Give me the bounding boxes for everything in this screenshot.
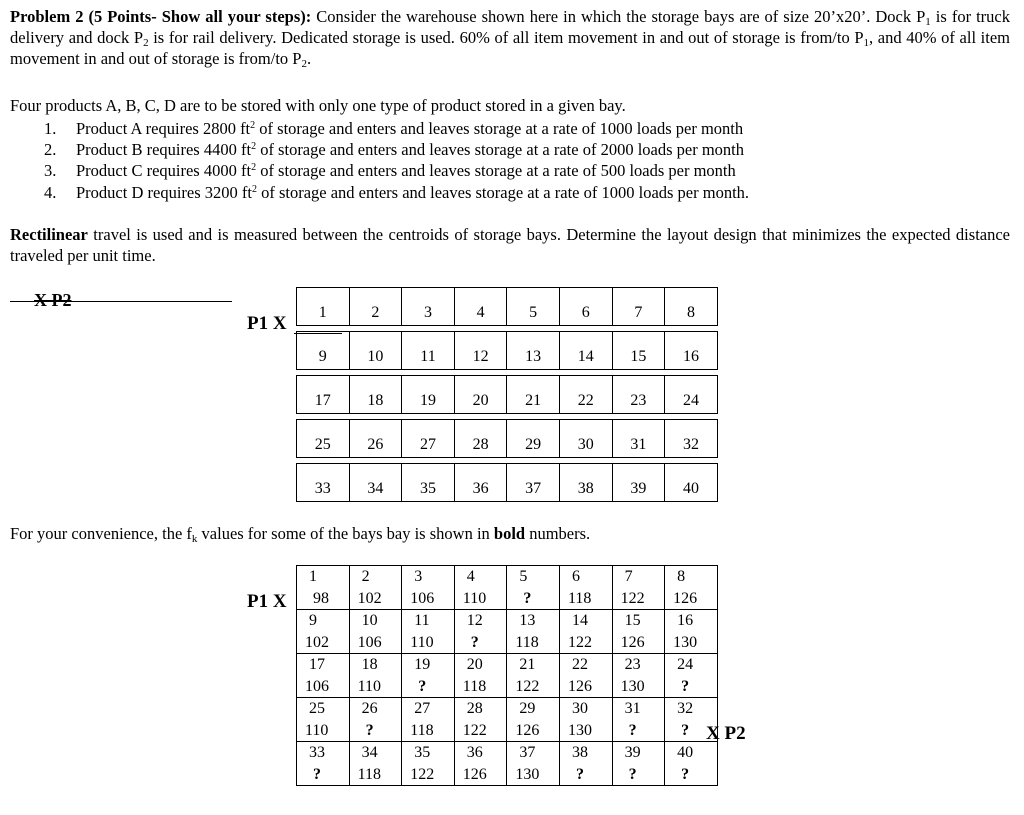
fk-value: 126 bbox=[462, 765, 487, 783]
bay-number: 37 bbox=[519, 744, 536, 761]
bay-cell: 8 bbox=[665, 288, 718, 326]
fk-cell bbox=[612, 566, 665, 610]
fk-value: 126 bbox=[567, 677, 592, 695]
fk-value: 110 bbox=[410, 633, 434, 651]
fk-cell bbox=[297, 742, 350, 786]
bay-number: 15 bbox=[624, 612, 641, 629]
fk-value: 106 bbox=[305, 677, 329, 695]
fk-cell bbox=[454, 698, 507, 742]
fk-value: 118 bbox=[357, 765, 381, 783]
bay-cell: 6 bbox=[559, 288, 612, 326]
fk-cell bbox=[402, 742, 455, 786]
bay-cell: 10 bbox=[349, 332, 402, 370]
product-list bbox=[44, 118, 749, 203]
product-list-item: 4. Product D requires 3200 $ft^2$ of storage and enters and leaves storage at a rate of 1000 loads per month. bbox=[44, 182, 750, 202]
fk-cell bbox=[507, 654, 560, 698]
fk-value: 118 bbox=[462, 677, 487, 695]
bay-number: 40 bbox=[677, 744, 694, 761]
bay-number: 21 bbox=[519, 656, 536, 673]
convenience-note: For your convenience, the $f_k$ values for some of the bays bay is shown in bold numbers. bbox=[10, 524, 591, 545]
fk-value: 122 bbox=[515, 677, 540, 695]
bay-cell: 1 bbox=[297, 288, 350, 326]
fk-value: 118 bbox=[515, 633, 539, 651]
bay-number: 17 bbox=[309, 656, 325, 673]
bay-number: 12 bbox=[466, 612, 483, 629]
fk-cell bbox=[297, 610, 350, 654]
bay-number: 20 bbox=[466, 656, 483, 673]
fk-value: 122 bbox=[462, 721, 487, 739]
fk-cell bbox=[297, 566, 350, 610]
bay-number: 32 bbox=[677, 700, 694, 717]
bay-number: 24 bbox=[677, 656, 694, 673]
bay-number: 14 bbox=[571, 612, 588, 629]
fk-cell bbox=[559, 698, 612, 742]
fk-value: 130 bbox=[515, 765, 540, 783]
fk-cell bbox=[559, 610, 612, 654]
bay-cell: 19 bbox=[402, 376, 455, 414]
product-list-item: 1. Product A requires 2800 $ft^2$ of storage and enters and leaves storage at a rate of 1000 loads per month bbox=[44, 119, 744, 138]
fk-cell bbox=[454, 654, 507, 698]
bay-number: 8 bbox=[677, 568, 686, 585]
bay-number: 33 bbox=[309, 744, 325, 761]
bay-number: 5 bbox=[519, 568, 528, 585]
bay-number: 7 bbox=[624, 568, 633, 585]
fk-cell bbox=[559, 654, 612, 698]
fk-cell bbox=[402, 610, 455, 654]
fk-value: 126 bbox=[620, 633, 645, 651]
fk-value: 130 bbox=[567, 721, 592, 739]
bay-cell: 9 bbox=[297, 332, 350, 370]
bay-cell: 35 bbox=[402, 464, 455, 502]
fk-value: 122 bbox=[410, 765, 435, 783]
fk-value: 106 bbox=[410, 589, 435, 607]
bay-number: 26 bbox=[361, 700, 378, 717]
fk-cell bbox=[612, 698, 665, 742]
bay-number: 22 bbox=[571, 656, 588, 673]
fk-cell bbox=[402, 654, 455, 698]
bay-cell: 4 bbox=[454, 288, 507, 326]
bay-cell: 40 bbox=[665, 464, 718, 502]
bay-number: 9 bbox=[309, 612, 317, 629]
bay-cell: 13 bbox=[507, 332, 560, 370]
fk-value: ? bbox=[628, 721, 637, 739]
bay-cell: 5 bbox=[507, 288, 560, 326]
fk-value: 130 bbox=[673, 633, 698, 651]
fk-value: 102 bbox=[357, 589, 382, 607]
fk-value: ? bbox=[681, 765, 690, 783]
bay-number: 25 bbox=[309, 700, 325, 717]
fk-cell bbox=[507, 566, 560, 610]
bay-number: 38 bbox=[571, 744, 588, 761]
fk-cell bbox=[454, 566, 507, 610]
bay-cell: 38 bbox=[559, 464, 612, 502]
fk-value: ? bbox=[628, 765, 637, 783]
bay-cell: 30 bbox=[559, 420, 612, 458]
bay-cell: 11 bbox=[402, 332, 455, 370]
bay-number: 31 bbox=[624, 700, 641, 717]
bay-cell: 28 bbox=[454, 420, 507, 458]
bay-cell: 22 bbox=[559, 376, 612, 414]
fk-value: ? bbox=[681, 721, 690, 739]
bay-cell: 26 bbox=[349, 420, 402, 458]
bay-cell: 16 bbox=[665, 332, 718, 370]
p2-dock-label-bottom: X P2 bbox=[706, 723, 746, 744]
bay-cell: 23 bbox=[612, 376, 665, 414]
bay-number: 10 bbox=[361, 612, 378, 629]
bay-cell: 21 bbox=[507, 376, 560, 414]
bay-cell: 17 bbox=[297, 376, 350, 414]
fk-value: 110 bbox=[305, 721, 329, 739]
fk-cell bbox=[559, 566, 612, 610]
fk-cell bbox=[402, 698, 455, 742]
bay-cell: 24 bbox=[665, 376, 718, 414]
bay-number: 23 bbox=[624, 656, 641, 673]
bay-cell: 33 bbox=[297, 464, 350, 502]
bay-number: 30 bbox=[571, 700, 588, 717]
fk-cell bbox=[665, 610, 718, 654]
bay-cell: 2 bbox=[349, 288, 402, 326]
bay-number: 18 bbox=[361, 656, 378, 673]
bay-cell: 18 bbox=[349, 376, 402, 414]
bay-number: 16 bbox=[677, 612, 694, 629]
fk-cell bbox=[349, 654, 402, 698]
bay-number: 29 bbox=[519, 700, 536, 717]
fk-value: 98 bbox=[313, 589, 329, 607]
bay-number: 19 bbox=[414, 656, 431, 673]
fk-value: ? bbox=[365, 721, 374, 739]
fk-value: 130 bbox=[620, 677, 645, 695]
fk-value: ? bbox=[575, 765, 584, 783]
fk-cell bbox=[559, 742, 612, 786]
bay-number: 4 bbox=[466, 568, 475, 585]
fk-cell bbox=[507, 610, 560, 654]
bay-number: 27 bbox=[414, 700, 431, 717]
fk-cell bbox=[507, 698, 560, 742]
fk-cell bbox=[349, 610, 402, 654]
bay-cell: 7 bbox=[612, 288, 665, 326]
problem-heading: Problem 2 (5 Points- Show all your steps): bbox=[10, 7, 312, 26]
fk-value: ? bbox=[418, 677, 427, 695]
fk-cell bbox=[612, 610, 665, 654]
bay-cell: 29 bbox=[507, 420, 560, 458]
bay-number: 6 bbox=[571, 568, 580, 585]
bay-number: 28 bbox=[466, 700, 483, 717]
fk-value: 122 bbox=[567, 633, 592, 651]
products-intro: Four products A, B, C, D are to be stored with only one type of product stored in a given bay. bbox=[10, 96, 626, 115]
fk-values-grid bbox=[296, 565, 718, 786]
fk-cell bbox=[349, 742, 402, 786]
fk-cell bbox=[665, 742, 718, 786]
bay-cell: 31 bbox=[612, 420, 665, 458]
bay-cell: 32 bbox=[665, 420, 718, 458]
fk-cell bbox=[349, 698, 402, 742]
bay-cell: 14 bbox=[559, 332, 612, 370]
bay-number: 1 bbox=[309, 568, 317, 585]
fk-cell bbox=[665, 654, 718, 698]
fk-value: 102 bbox=[305, 633, 329, 651]
product-list-item: 3. Product C requires 4000 $ft^2$ of storage and enters and leaves storage at a rate of 500 loads per month bbox=[44, 161, 736, 181]
bay-number: 39 bbox=[624, 744, 641, 761]
bay-number: 36 bbox=[466, 744, 483, 761]
fk-cell bbox=[612, 742, 665, 786]
bay-cell: 3 bbox=[402, 288, 455, 326]
fk-cell bbox=[349, 566, 402, 610]
fk-value: 122 bbox=[620, 589, 645, 607]
fk-value: 118 bbox=[410, 721, 434, 739]
bay-number: 2 bbox=[361, 568, 370, 585]
bay-cell: 15 bbox=[612, 332, 665, 370]
fk-cell bbox=[402, 566, 455, 610]
bay-cell: 25 bbox=[297, 420, 350, 458]
bay-cell: 12 bbox=[454, 332, 507, 370]
fk-value: 126 bbox=[515, 721, 540, 739]
bay-number: 3 bbox=[414, 568, 423, 585]
problem-statement: Problem 2 (5 Points- Show all your steps): Consider the warehouse shown here in which the storage bays are of size 20’x20’. Dock $P_1$ is for truck delivery and dock $P_2$ is for rail delivery. Dedicated storage is used. 60% of all item movement in and out of storage is from/to $P_1$, and 40% of all item movement in and out of storage is from/to $P_2$. bbox=[10, 7, 1010, 70]
fk-value: 118 bbox=[567, 589, 592, 607]
fk-value: ? bbox=[523, 589, 532, 607]
rectilinear-statement: Rectilinear travel is used and is measured between the centroids of storage bays. Determine the layout design that minimizes the expected distance traveled per unit time. bbox=[10, 225, 1010, 265]
fk-cell bbox=[665, 566, 718, 610]
bay-number: 34 bbox=[361, 744, 378, 761]
fk-value: 126 bbox=[673, 589, 698, 607]
fk-cell bbox=[297, 654, 350, 698]
fk-value: ? bbox=[313, 765, 321, 783]
fk-value: 106 bbox=[357, 633, 382, 651]
fk-value: 110 bbox=[462, 589, 487, 607]
bay-cell: 27 bbox=[402, 420, 455, 458]
fk-cell bbox=[454, 742, 507, 786]
bay-cell: 20 bbox=[454, 376, 507, 414]
bay-cell: 37 bbox=[507, 464, 560, 502]
bay-number: 11 bbox=[414, 612, 430, 629]
product-list-item: 2. Product B requires 4400 $ft^2$ of storage and enters and leaves storage at a rate of 2000 loads per month bbox=[44, 140, 745, 160]
bay-cell: 36 bbox=[454, 464, 507, 502]
fk-value: ? bbox=[470, 633, 479, 651]
p1-dock-label-top: P1 X bbox=[247, 313, 287, 334]
fk-cell bbox=[507, 742, 560, 786]
bay-number: 13 bbox=[519, 612, 536, 629]
fk-cell bbox=[454, 610, 507, 654]
fk-cell bbox=[612, 654, 665, 698]
fk-value: 110 bbox=[357, 677, 381, 695]
fk-value: ? bbox=[681, 677, 690, 695]
bay-cell: 34 bbox=[349, 464, 402, 502]
p2-dock-label-top: X P2 bbox=[34, 290, 72, 310]
fk-cell bbox=[297, 698, 350, 742]
bay-layout-grid bbox=[296, 287, 718, 502]
bay-cell: 39 bbox=[612, 464, 665, 502]
bay-number: 35 bbox=[414, 744, 431, 761]
p1-dock-label-bottom: P1 X bbox=[247, 591, 287, 612]
